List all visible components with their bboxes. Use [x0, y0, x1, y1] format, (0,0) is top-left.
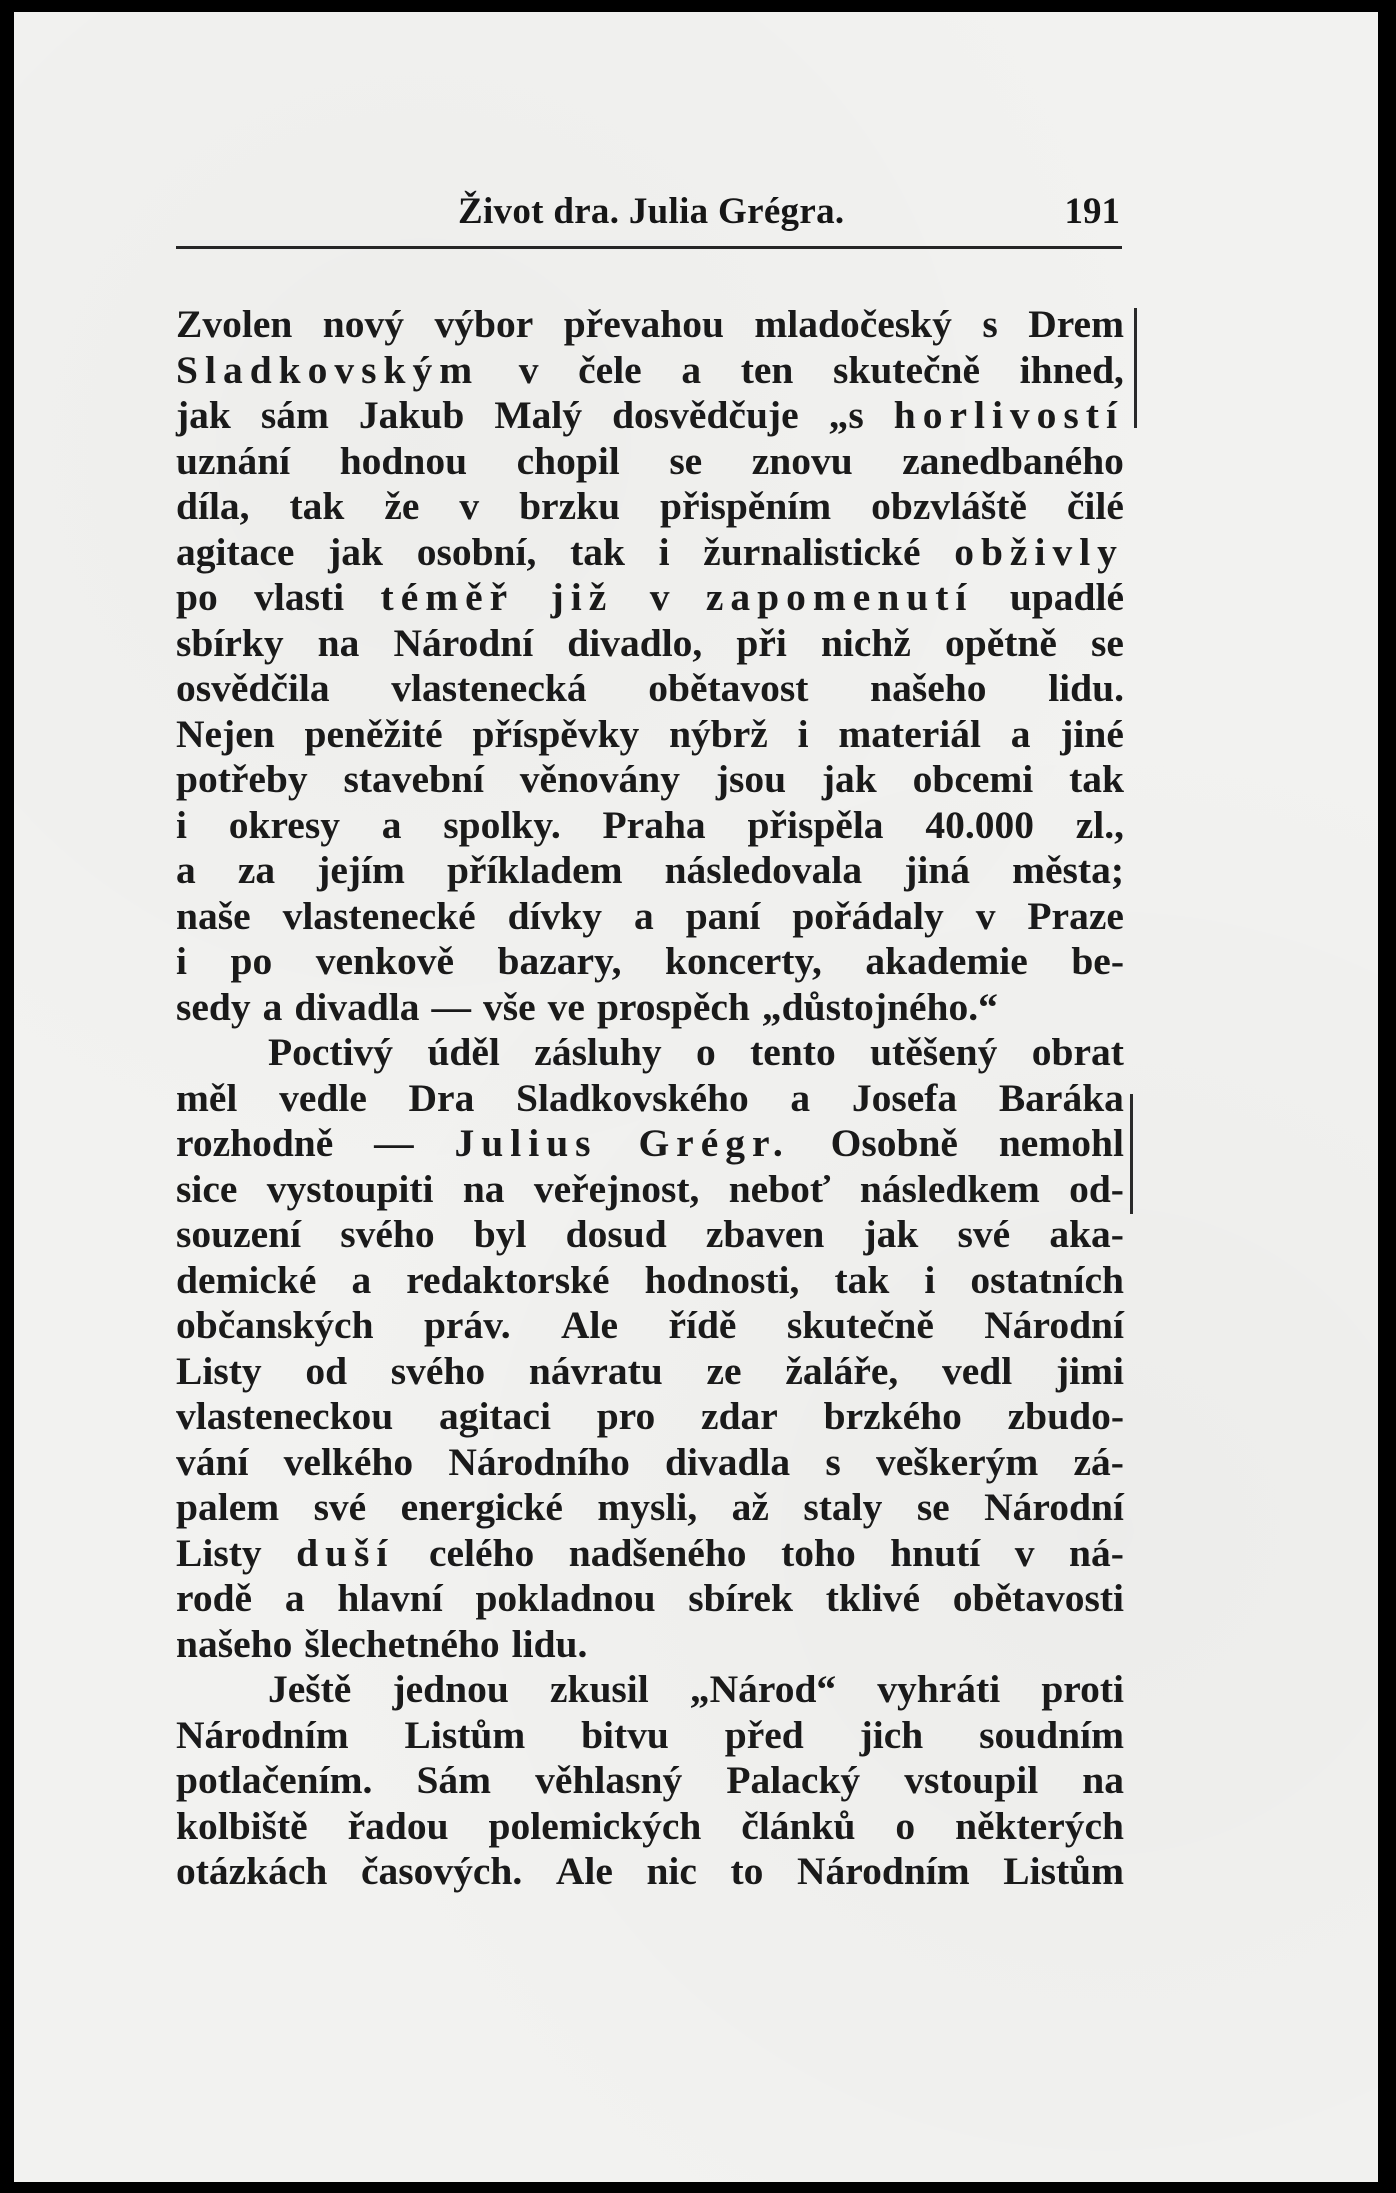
- word: zásluhy: [534, 1030, 662, 1074]
- word: Jakub: [358, 393, 465, 437]
- text-line: [176, 575, 1124, 621]
- word: žurnalistické: [703, 529, 921, 574]
- word: některých: [955, 1803, 1124, 1848]
- word: dívky: [507, 893, 603, 938]
- word: vše: [483, 984, 536, 1029]
- word: Praha: [602, 802, 706, 847]
- text-line: [176, 1121, 1124, 1167]
- word: řadou: [347, 1803, 449, 1848]
- word: hodnou: [339, 438, 468, 483]
- text-line: [176, 1167, 1124, 1213]
- word: jiné: [1060, 711, 1124, 756]
- word: vlasteneckou: [176, 1394, 394, 1438]
- word: pokladnou: [475, 1576, 656, 1620]
- word: Sám: [416, 1758, 492, 1802]
- word: Sladkovského: [516, 1075, 749, 1120]
- word: Národním: [176, 1712, 349, 1757]
- word: hlavní: [337, 1576, 443, 1620]
- word: obživly: [954, 529, 1124, 574]
- word: díla,: [176, 484, 250, 528]
- word: divadla: [294, 984, 420, 1029]
- text-line: [176, 1622, 1124, 1668]
- page-sheet: [14, 12, 1378, 2182]
- word: ze: [706, 1348, 742, 1393]
- word: Palacký: [726, 1758, 861, 1802]
- text-line: [176, 666, 1124, 712]
- word: výbor: [434, 302, 534, 346]
- word: jak: [821, 757, 877, 801]
- text-line: [176, 1667, 1124, 1713]
- word: to: [730, 1849, 764, 1893]
- word: Sladkovským: [176, 347, 480, 392]
- word: v: [518, 347, 539, 392]
- word: Listům: [1003, 1849, 1124, 1893]
- word: dosvědčuje: [612, 393, 799, 437]
- word: za: [237, 848, 276, 892]
- word: rozhodně: [176, 1121, 334, 1165]
- word: následkem: [859, 1166, 1040, 1211]
- word: Poctivý: [268, 1030, 394, 1074]
- running-title: Život dra. Julia Grégra.: [458, 191, 845, 232]
- word: 40.000: [925, 802, 1034, 847]
- word: Grégr.: [638, 1121, 790, 1165]
- word: souzení: [176, 1212, 302, 1256]
- word: zanedbaného: [902, 438, 1124, 483]
- word: převahou: [563, 302, 724, 346]
- word: utěšený: [870, 1030, 998, 1074]
- page-number: 191: [1064, 191, 1120, 232]
- word: se: [669, 438, 703, 483]
- text-line: [176, 894, 1124, 940]
- word: na: [1082, 1758, 1124, 1802]
- word: divadla: [665, 1439, 791, 1484]
- text-line: [176, 348, 1124, 394]
- word: Praze: [1027, 893, 1124, 938]
- word: znovu: [751, 438, 853, 483]
- word: agitaci: [439, 1394, 551, 1438]
- word: města;: [1012, 848, 1124, 892]
- word: tak: [570, 529, 625, 574]
- word: skutečně: [832, 347, 981, 392]
- text-line: [176, 985, 1124, 1031]
- word: v: [1014, 1530, 1035, 1575]
- text-line: [176, 1440, 1124, 1486]
- word: a: [790, 1075, 811, 1120]
- word: sbírky: [176, 620, 284, 665]
- word: sbírek: [688, 1576, 793, 1620]
- word: Listům: [404, 1712, 526, 1757]
- word: skutečně: [786, 1303, 934, 1347]
- word: bitvu: [581, 1712, 669, 1757]
- word: své: [313, 1485, 367, 1529]
- word: a: [1010, 711, 1031, 756]
- word: a: [351, 1257, 372, 1302]
- word: zapomenutí: [705, 575, 974, 619]
- word: Národní: [393, 620, 534, 665]
- word: mladočeský: [754, 302, 952, 346]
- word: řídě: [668, 1303, 737, 1347]
- word: prospěch: [596, 984, 750, 1029]
- word: nadšeného: [568, 1530, 747, 1575]
- running-header: [176, 180, 1122, 246]
- word: nýbrž: [669, 711, 768, 756]
- text-line: [176, 530, 1124, 576]
- word: venkově: [315, 939, 454, 983]
- word: jednou: [392, 1667, 509, 1711]
- word: vystoupiti: [266, 1166, 434, 1211]
- word: a: [633, 893, 654, 938]
- word: pořádaly: [792, 893, 944, 938]
- word: a: [681, 347, 702, 392]
- word: obětavosti: [952, 1576, 1124, 1620]
- text-line: [176, 1576, 1124, 1622]
- text-line: [176, 1531, 1124, 1577]
- text-line: [176, 1804, 1124, 1850]
- word: —: [431, 984, 472, 1029]
- word: Ještě: [268, 1667, 352, 1711]
- word: jich: [859, 1712, 924, 1757]
- word: v: [975, 893, 996, 938]
- word: Listy: [176, 1530, 262, 1575]
- word: nic: [646, 1849, 697, 1893]
- word: zbudo-: [1007, 1394, 1124, 1438]
- word: tento: [750, 1030, 836, 1074]
- page-edge-mark: [1134, 308, 1137, 428]
- word: velkého: [283, 1439, 414, 1484]
- word: svého: [390, 1348, 486, 1393]
- word: zdar: [701, 1394, 778, 1438]
- word: staly: [803, 1485, 883, 1529]
- text-line: [176, 1258, 1124, 1304]
- word: jsou: [715, 757, 787, 801]
- word: hnutí: [890, 1530, 981, 1575]
- text-line: [176, 1349, 1124, 1395]
- word: upadlé: [1009, 575, 1124, 619]
- word: chopil: [516, 438, 620, 483]
- word: vlastenecké: [282, 893, 476, 938]
- word: Listy: [176, 1348, 262, 1393]
- word: před: [724, 1712, 804, 1757]
- word: pro: [596, 1394, 656, 1438]
- word: uznání: [176, 438, 291, 483]
- word: sedy: [176, 984, 251, 1029]
- word: přispěním: [659, 484, 832, 528]
- word: byl: [473, 1212, 527, 1256]
- word: „Národ“: [689, 1667, 837, 1711]
- word: vstoupil: [904, 1758, 1039, 1802]
- word: celého: [428, 1530, 535, 1575]
- word: Julius: [454, 1121, 598, 1165]
- word: tak: [1069, 757, 1124, 801]
- word: práv.: [423, 1303, 511, 1347]
- word: našeho: [176, 1621, 293, 1666]
- word: věnovány: [519, 757, 680, 801]
- word: polemických: [488, 1803, 702, 1848]
- word: dosud: [565, 1212, 667, 1256]
- word: jak: [328, 529, 384, 574]
- text-line: [176, 1394, 1124, 1440]
- word: materiál: [838, 711, 981, 756]
- word: vyhráti: [877, 1667, 1001, 1711]
- word: aka-: [1049, 1212, 1124, 1256]
- word: stavební: [343, 757, 484, 801]
- word: s: [825, 1439, 841, 1484]
- word: i: [924, 1257, 936, 1302]
- word: v: [459, 484, 480, 528]
- word: be-: [1071, 939, 1124, 983]
- word: zá-: [1073, 1439, 1124, 1484]
- word: se: [1091, 620, 1124, 665]
- word: palem: [176, 1485, 280, 1529]
- word: osobní,: [416, 529, 537, 574]
- word: duší: [296, 1530, 395, 1575]
- word: sám: [260, 393, 329, 437]
- word: časových.: [360, 1849, 523, 1893]
- word: téměř: [380, 575, 515, 619]
- word: tak: [834, 1257, 890, 1302]
- word: ostatních: [970, 1257, 1124, 1302]
- word: občanských: [176, 1303, 374, 1347]
- text-line: [176, 1212, 1124, 1258]
- word: Národní: [984, 1485, 1124, 1529]
- word: soudním: [979, 1712, 1124, 1757]
- text-line: [176, 439, 1124, 485]
- word: nemohl: [998, 1121, 1124, 1165]
- word: jak: [863, 1212, 919, 1256]
- word: a: [381, 802, 402, 847]
- text-line: [176, 757, 1124, 803]
- word: obzvláště: [871, 484, 1027, 528]
- word: a: [284, 1576, 305, 1620]
- word: Dra: [408, 1075, 475, 1120]
- word: nichž: [820, 620, 911, 665]
- text-line: [176, 393, 1124, 439]
- word: Josefa: [851, 1075, 958, 1120]
- header-rule: [176, 246, 1122, 249]
- word: ihned,: [1019, 347, 1124, 392]
- word: —: [374, 1121, 414, 1165]
- word: následovala: [664, 848, 863, 892]
- word: sice: [176, 1166, 238, 1211]
- word: vlastenecká: [391, 666, 587, 710]
- word: spolky.: [443, 802, 561, 847]
- word: „důstojného.“: [761, 984, 998, 1029]
- word: úděl: [427, 1030, 500, 1074]
- word: veškerým: [875, 1439, 1039, 1484]
- word: příspěvky: [472, 711, 640, 756]
- word: potlačením.: [176, 1758, 373, 1802]
- word: demické: [176, 1257, 317, 1302]
- word: zbaven: [705, 1212, 825, 1256]
- word: po: [176, 575, 218, 619]
- text-line: [176, 848, 1124, 894]
- word: osvědčila: [176, 666, 330, 710]
- word: okresy: [228, 802, 340, 847]
- word: lidu.: [511, 1621, 588, 1666]
- word: Malý: [494, 393, 583, 437]
- word: brzkého: [823, 1394, 962, 1438]
- word: v: [649, 575, 670, 619]
- word: ten: [740, 347, 794, 392]
- text-line: [176, 1758, 1124, 1804]
- word: lidu.: [1048, 666, 1124, 710]
- word: Ale: [561, 1303, 619, 1347]
- word: čele: [578, 347, 642, 392]
- word: akademie: [865, 939, 1028, 983]
- word: měl: [176, 1075, 238, 1120]
- text-line: [176, 712, 1124, 758]
- word: jak: [176, 393, 231, 437]
- text-line: [176, 1713, 1124, 1759]
- word: nový: [322, 302, 405, 346]
- text-line: [176, 939, 1124, 985]
- word: Ale: [555, 1849, 613, 1893]
- word: rodě: [176, 1576, 253, 1620]
- word: hodnosti,: [644, 1257, 800, 1302]
- word: obrat: [1031, 1030, 1124, 1074]
- text-line: [176, 1849, 1124, 1895]
- word: našeho: [870, 666, 987, 710]
- word: agitace: [176, 529, 295, 574]
- word: o: [696, 1030, 716, 1074]
- word: i: [658, 529, 670, 574]
- word: neboť: [728, 1166, 831, 1211]
- word: toho: [781, 1530, 856, 1575]
- word: s: [982, 302, 998, 346]
- text-line: [176, 484, 1124, 530]
- word: bazary,: [497, 939, 622, 983]
- word: při: [736, 620, 787, 665]
- word: zkusil: [549, 1667, 649, 1711]
- word: potřeby: [176, 757, 308, 801]
- word: od: [305, 1348, 348, 1393]
- word: žaláře,: [785, 1348, 899, 1393]
- word: Národní: [984, 1303, 1124, 1347]
- word: ve: [547, 984, 585, 1029]
- word: kolbiště: [176, 1803, 308, 1848]
- word: na: [317, 620, 360, 665]
- word: paní: [685, 893, 761, 938]
- body-text: [176, 302, 1124, 1895]
- word: i: [797, 711, 809, 756]
- word: veřejnost,: [533, 1166, 700, 1211]
- text-line: [176, 621, 1124, 667]
- word: příkladem: [446, 848, 623, 892]
- page-edge-mark: [1130, 1094, 1133, 1214]
- word: energické: [400, 1485, 563, 1529]
- word: tak: [289, 484, 345, 528]
- word: a: [262, 984, 283, 1029]
- word: opětně: [945, 620, 1057, 665]
- word: jejím: [317, 848, 405, 892]
- word: Osobně: [830, 1121, 958, 1165]
- text-line: [176, 1303, 1124, 1349]
- word: jimi: [1055, 1348, 1124, 1393]
- word: Zvolen: [176, 302, 293, 346]
- word: již: [550, 575, 614, 619]
- word: vedl: [942, 1348, 1013, 1393]
- text-line: [176, 1485, 1124, 1531]
- word: na: [462, 1166, 505, 1211]
- text-line: [176, 803, 1124, 849]
- word: o: [895, 1803, 916, 1848]
- word: svého: [340, 1212, 435, 1256]
- word: článků: [741, 1803, 856, 1848]
- word: zl.,: [1075, 802, 1124, 847]
- word: peněžité: [304, 711, 443, 756]
- word: věhlasný: [535, 1758, 683, 1802]
- word: Národního: [448, 1439, 630, 1484]
- word: redaktorské: [406, 1257, 610, 1302]
- word: že: [384, 484, 420, 528]
- word: Drem: [1028, 302, 1124, 346]
- word: vlasti: [254, 575, 345, 619]
- text-line: [176, 1076, 1124, 1122]
- text-line: [176, 302, 1124, 348]
- word: proti: [1041, 1667, 1124, 1711]
- word: po: [230, 939, 273, 983]
- word: koncerty,: [665, 939, 822, 983]
- word: se: [916, 1485, 950, 1529]
- word: obcemi: [912, 757, 1034, 801]
- word: až: [731, 1485, 769, 1529]
- word: jiná: [904, 848, 971, 892]
- word: přispěla: [747, 802, 884, 847]
- word: i: [176, 939, 187, 983]
- word: šlechetného: [304, 1621, 500, 1666]
- word: vedle: [279, 1075, 367, 1120]
- word: od-: [1069, 1166, 1124, 1211]
- word: Nejen: [176, 711, 275, 756]
- word: i: [176, 802, 187, 847]
- word: „s: [828, 393, 864, 437]
- word: otázkách: [176, 1849, 328, 1893]
- text-line: [176, 1030, 1124, 1076]
- word: návratu: [528, 1348, 663, 1393]
- word: tklivé: [825, 1576, 921, 1620]
- word: své: [957, 1212, 1011, 1256]
- word: obětavost: [648, 666, 809, 710]
- word: ná-: [1069, 1530, 1124, 1575]
- word: Baráka: [998, 1075, 1124, 1120]
- word: mysli,: [597, 1485, 698, 1529]
- word: horlivostí: [893, 393, 1124, 437]
- word: čilé: [1066, 484, 1124, 528]
- word: brzku: [519, 484, 621, 528]
- word: naše: [176, 893, 251, 938]
- word: a: [176, 848, 196, 892]
- word: Národním: [797, 1849, 970, 1893]
- word: divadlo,: [567, 620, 703, 665]
- word: vání: [176, 1439, 249, 1484]
